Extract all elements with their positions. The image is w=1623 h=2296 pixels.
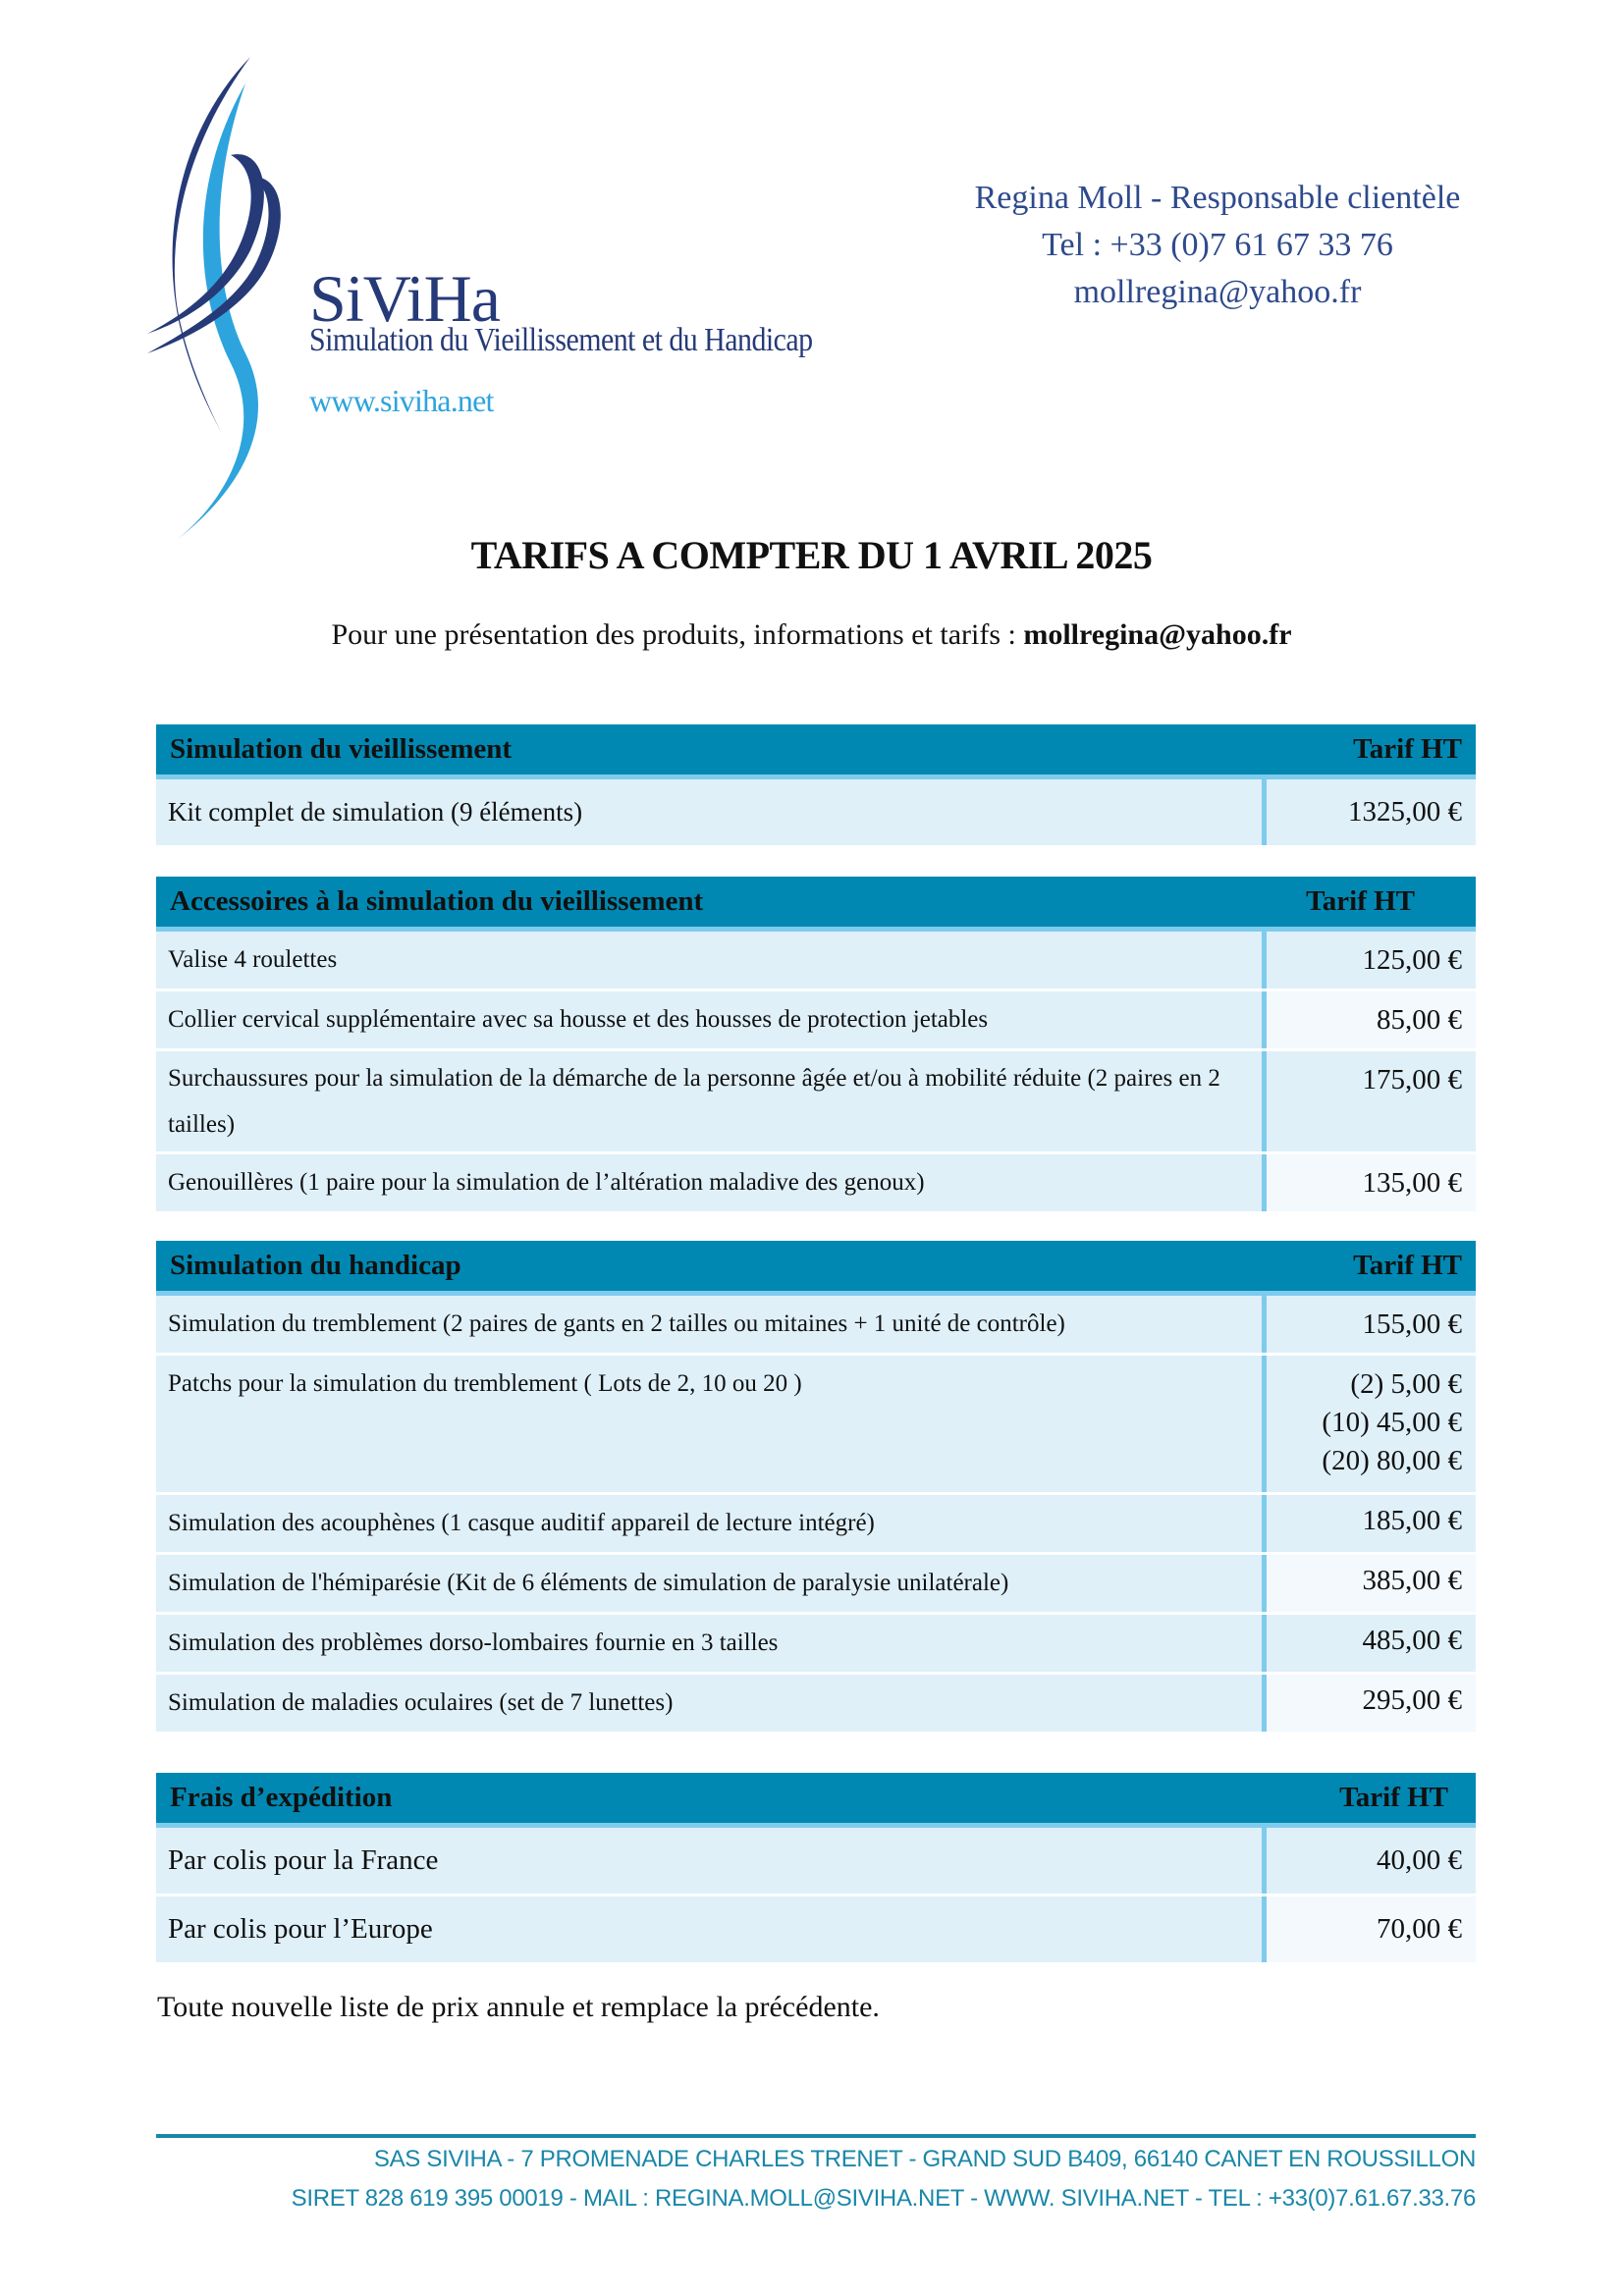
price-tier: (10) 45,00 € <box>1322 1407 1462 1438</box>
table-row <box>156 1555 1476 1615</box>
price-column-header: Tarif HT <box>1353 733 1462 765</box>
row-price: 85,00 € <box>1267 991 1476 1048</box>
price-column-header: Tarif HT <box>1306 885 1415 917</box>
table-row <box>156 1356 1476 1495</box>
contact-phone: Tel : +33 (0)7 61 67 33 76 <box>1042 227 1393 263</box>
table-row <box>156 1296 1476 1356</box>
row-description: Surchaussures pour la simulation de la démarche de la personne âgée et/ou à mobilité réduite (2 paires en 2 tailles) <box>156 1051 1267 1151</box>
price-column-header: Tarif HT <box>1353 1250 1462 1281</box>
row-price: 485,00 € <box>1267 1615 1476 1672</box>
table-row <box>156 1154 1476 1211</box>
row-description: Genouillères (1 paire pour la simulation de l’altération maladive des genoux) <box>156 1154 1267 1211</box>
table-row <box>156 1051 1476 1154</box>
row-description: Simulation de l'hémiparésie (Kit de 6 éléments de simulation de paralysie unilatérale) <box>156 1555 1267 1612</box>
price-list-note: Toute nouvelle liste de prix annule et remplace la précédente. <box>157 1991 880 2023</box>
row-description: Par colis pour la France <box>156 1828 1267 1894</box>
logo-url-link[interactable]: www.siviha.net <box>309 383 494 418</box>
page-title: TARIFS A COMPTER DU 1 AVRIL 2025 <box>470 533 1153 577</box>
intro-text <box>0 618 1623 652</box>
table-simulation-handicap <box>156 1241 1476 1732</box>
table-title: Simulation du vieillissement <box>170 733 513 765</box>
row-price: 385,00 € <box>1267 1555 1476 1612</box>
row-price: 125,00 € <box>1267 932 1476 988</box>
row-description: Simulation de maladies oculaires (set de 7 lunettes) <box>156 1675 1267 1732</box>
contact-name-role: Regina Moll - Responsable clientèle <box>974 180 1461 216</box>
row-description: Patchs pour la simulation du tremblement ( Lots de 2, 10 ou 20 ) <box>156 1356 1267 1492</box>
table-row <box>156 1828 1476 1896</box>
table-row <box>156 1495 1476 1555</box>
table-row <box>156 1675 1476 1732</box>
table-row <box>156 991 1476 1051</box>
contact-email-link[interactable]: mollregina@yahoo.fr <box>1073 274 1362 310</box>
row-price: 175,00 € <box>1267 1051 1476 1151</box>
intro-email-link[interactable]: mollregina@yahoo.fr <box>1023 618 1292 651</box>
table-header <box>156 724 1476 779</box>
footer-address: SAS SIVIHA - 7 PROMENADE CHARLES TRENET - GRAND SUD B409, 66140 CANET EN ROUSSILLON <box>373 2146 1476 2172</box>
row-description: Kit complet de simulation (9 éléments) <box>156 779 1267 845</box>
table-header <box>156 877 1476 932</box>
table-title: Frais d’expédition <box>170 1782 393 1813</box>
price-column-header: Tarif HT <box>1339 1782 1448 1813</box>
row-price: 1325,00 € <box>1267 779 1476 845</box>
table-row <box>156 932 1476 991</box>
contact-block <box>923 175 1512 316</box>
row-price: 295,00 € <box>1267 1675 1476 1732</box>
row-price: 135,00 € <box>1267 1154 1476 1211</box>
row-price: 185,00 € <box>1267 1495 1476 1552</box>
table-simulation-vieillissement <box>156 724 1476 845</box>
table-row <box>156 1615 1476 1675</box>
logo-tagline: Simulation du Vieillissement et du Handicap <box>309 322 813 358</box>
price-tier: (20) 80,00 € <box>1322 1445 1462 1476</box>
row-description: Simulation des acouphènes (1 casque auditif appareil de lecture intégré) <box>156 1495 1267 1552</box>
table-title: Simulation du handicap <box>170 1250 461 1281</box>
footer-divider <box>156 2134 1476 2138</box>
table-accessoires <box>156 877 1476 1211</box>
siviha-logo <box>147 39 923 540</box>
table-row <box>156 779 1476 845</box>
row-description: Simulation du tremblement (2 paires de gants en 2 tailles ou mitaines + 1 unité de contrôle) <box>156 1296 1267 1353</box>
table-title: Accessoires à la simulation du vieillissement <box>170 885 704 917</box>
row-description: Valise 4 roulettes <box>156 932 1267 988</box>
logo-name: SiViHa <box>309 261 500 336</box>
table-row <box>156 1896 1476 1962</box>
row-description: Simulation des problèmes dorso-lombaires fournie en 3 tailles <box>156 1615 1267 1672</box>
price-tier: (2) 5,00 € <box>1350 1368 1462 1400</box>
table-header <box>156 1773 1476 1828</box>
row-description: Collier cervical supplémentaire avec sa housse et des housses de protection jetables <box>156 991 1267 1048</box>
table-frais-expedition <box>156 1773 1476 1962</box>
footer-company-info: SIRET 828 619 395 00019 - MAIL : REGINA.MOLL@SIVIHA.NET - WWW. SIVIHA.NET - TEL : +33(0)7.61.67.33.76 <box>291 2185 1476 2212</box>
row-price: 155,00 € <box>1267 1296 1476 1353</box>
row-description: Par colis pour l’Europe <box>156 1896 1267 1962</box>
table-header <box>156 1241 1476 1296</box>
row-price-tiers <box>1267 1356 1476 1492</box>
intro-label: Pour une présentation des produits, informations et tarifs : <box>331 618 1024 651</box>
row-price: 40,00 € <box>1267 1828 1476 1894</box>
row-price: 70,00 € <box>1267 1896 1476 1962</box>
